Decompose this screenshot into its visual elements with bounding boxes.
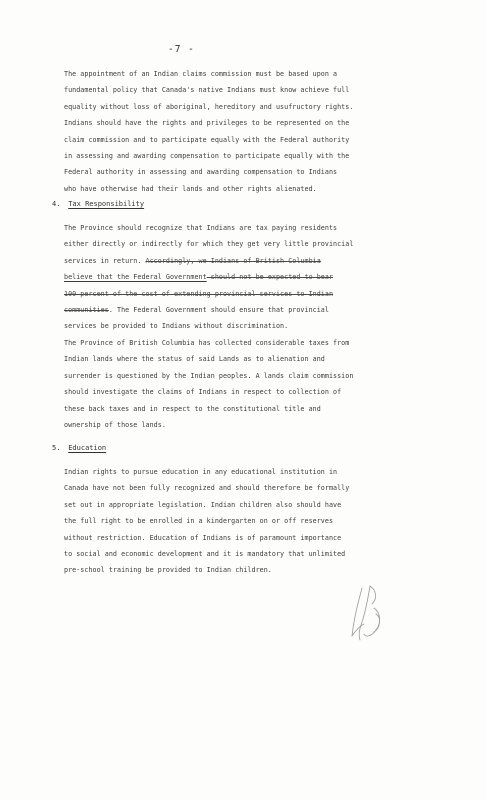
text-line: in assessing and awarding compensation to participate equally with the	[64, 151, 350, 160]
text-line: these back taxes and in respect to the constitutional title and	[64, 404, 321, 413]
section-number: 4.	[52, 200, 61, 208]
struck-text: should not be expected to bear	[206, 273, 334, 282]
text-line: services be provided to Indians without discrimination.	[64, 322, 289, 331]
section-heading-education	[52, 444, 106, 452]
section-title: Education	[68, 444, 107, 452]
section-title: Tax Responsibility	[68, 200, 145, 208]
text-line: ownership of those lands.	[64, 420, 166, 429]
page-number: -7 -	[168, 44, 195, 55]
text-line: either directly or indirectly for which they get very little provincial	[64, 240, 354, 249]
text-line	[64, 302, 424, 318]
text-line: The appointment of an Indian claims commission must be based upon a	[64, 70, 338, 78]
text-line: without restriction. Education of Indians is of paramount importance	[64, 533, 342, 542]
text-line: surrender is questioned by the Indian peoples. A lands claim commission	[64, 371, 354, 380]
claims-commission-paragraph	[64, 66, 424, 197]
text-line: Federal authority in assessing and awarding compensation to Indians	[64, 168, 338, 177]
handwritten-initials-icon	[340, 578, 400, 648]
text-line	[64, 269, 424, 285]
text-line: fundamental policy that Canada's native Indians must know achieve full	[64, 86, 350, 95]
struck-text: Accordingly, we Indians of British Columbia	[145, 256, 321, 265]
text-line: Indians should have the rights and privileges to be represented on the	[64, 119, 350, 128]
text-line: Indian lands where the status of said Lands as to alienation and	[64, 355, 325, 364]
text-segment: services in return.	[64, 256, 146, 265]
text-line: set out in appropriate legislation. Indian children also should have	[64, 500, 342, 509]
section-heading-tax-responsibility	[52, 200, 144, 208]
struck-text: communities	[64, 305, 109, 314]
text-line: claim commission and to participate equally with the Federal authority	[64, 135, 350, 144]
text-line: Indian rights to pursue education in any educational institution in	[64, 468, 338, 476]
tax-responsibility-paragraph	[64, 220, 424, 335]
text-line: the full right to be enrolled in a kindergarten on or off reserves	[64, 517, 334, 526]
text-line: equality without loss of aboriginal, hereditory and usufructory rights.	[64, 102, 354, 111]
provincial-taxes-paragraph	[64, 335, 424, 433]
text-line: pre-school training be provided to Indian children.	[64, 566, 272, 575]
text-line: The Province should recognize that Indians are tax paying residents	[64, 224, 338, 232]
text-line: should investigate the claims of Indians in respect to collection of	[64, 388, 342, 397]
struck-line: 100 percent of the cost of extending provincial services to Indian	[64, 289, 334, 298]
text-line: Canada have not been fully recognized and should therefore be formally	[64, 484, 350, 493]
text-segment: . The Federal Government should ensure that provincial	[108, 305, 329, 314]
section-number: 5.	[52, 444, 61, 452]
text-line: who have otherwise had their lands and other rights alienated.	[64, 184, 317, 193]
text-line	[64, 253, 424, 269]
education-paragraph	[64, 464, 424, 579]
text-line: The Province of British Columbia has collected considerable taxes from	[64, 339, 350, 347]
text-line: to social and economic development and it is mandatory that unlimited	[64, 549, 346, 558]
underlined-text: believe that the Federal Government	[64, 273, 207, 282]
